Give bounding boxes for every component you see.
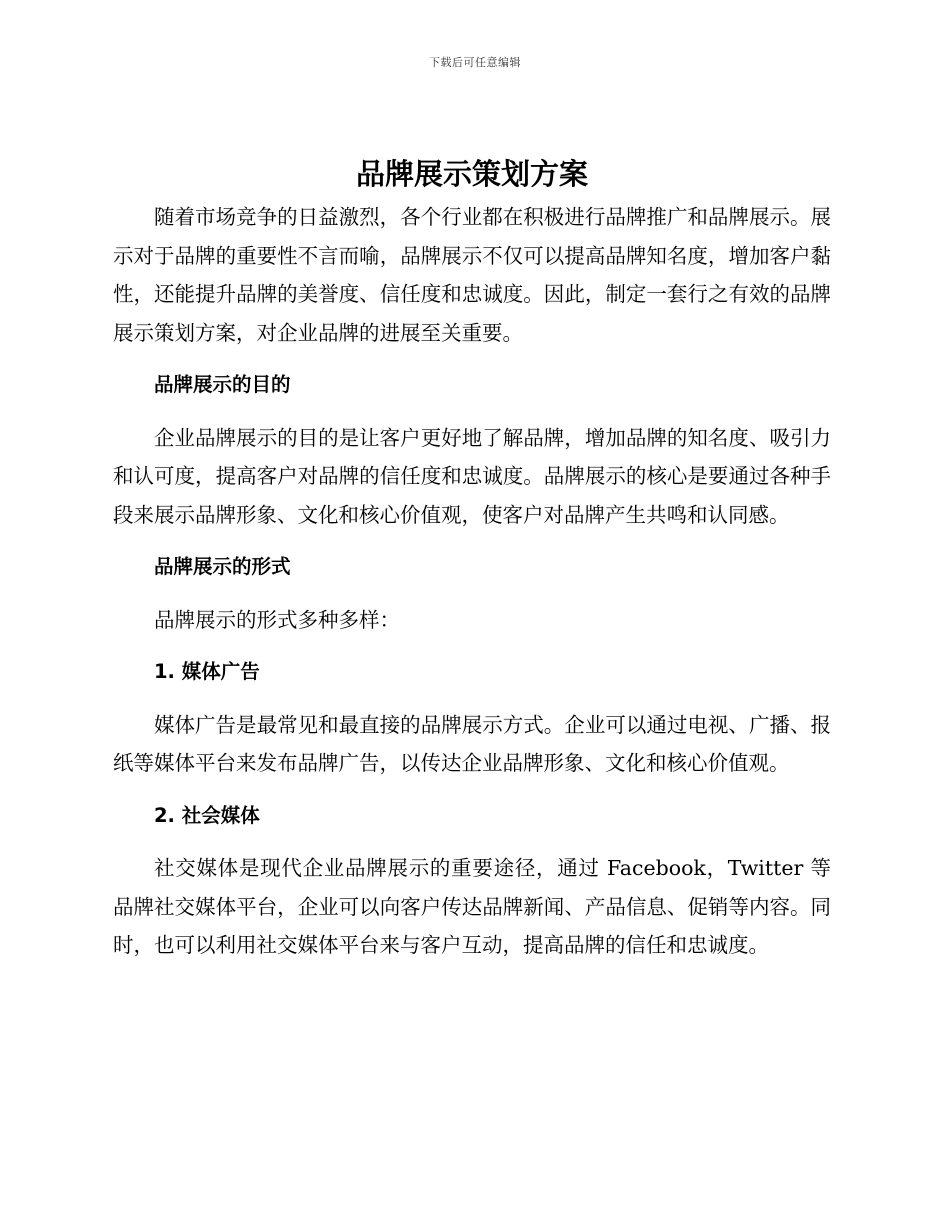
page-header-note: 下载后可任意编辑 (429, 56, 521, 69)
section-heading-forms: 品牌展示的形式 (153, 555, 291, 578)
item-paragraph-social: 社交媒体是现代企业品牌展示的重要途径，通过 Facebook，Twitter 等品牌社交媒体平台，企业可以向客户传达品牌新闻、产品信息、促销等内容。同时，也可以利用社交媒体平台来与客户互动，提高品牌的信任和忠诚度。 (113, 856, 831, 957)
section-paragraph-forms: 品牌展示的形式多种多样： (154, 607, 400, 632)
item-heading-social: 2. 社会媒体 (153, 803, 260, 827)
section-heading-purpose: 品牌展示的目的 (153, 373, 291, 396)
section-paragraph-purpose: 企业品牌展示的目的是让客户更好地了解品牌，增加品牌的知名度、吸引力和认可度，提高客户对品牌的信任度和忠诚度。品牌展示的核心是要通过各种手段来展示品牌形象、文化和核心价值观，使客户对品牌产生共鸣和认同感。 (113, 425, 831, 527)
document-title: 品牌展示策划方案 (355, 157, 588, 191)
item-paragraph-media: 媒体广告是最常见和最直接的品牌展示方式。企业可以通过电视、广播、报纸等媒体平台来发布品牌广告，以传达企业品牌形象、文化和核心价值观。 (113, 712, 831, 775)
intro-paragraph: 随着市场竞争的日益激烈，各个行业都在积极进行品牌推广和品牌展示。展示对于品牌的重要性不言而喻，品牌展示不仅可以提高品牌知名度，增加客户黏性，还能提升品牌的美誉度、信任度和忠诚度。因此，制定一套行之有效的品牌展示策划方案，对企业品牌的进展至关重要。 (113, 205, 831, 345)
document-body (113, 150, 831, 965)
item-heading-media: 1. 媒体广告 (153, 660, 260, 683)
